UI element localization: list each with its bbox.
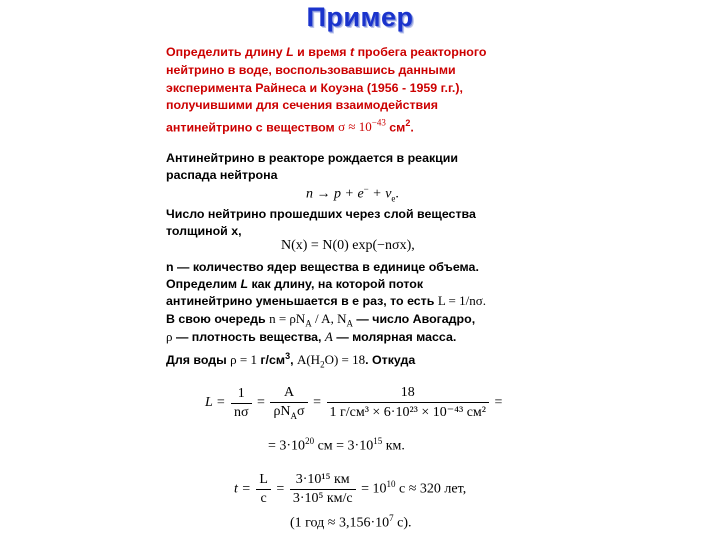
slide-title: Пример (306, 2, 414, 32)
problem-text: антинейтрино с веществом (166, 120, 339, 135)
problem-text: пробега реакторного (354, 45, 487, 59)
para1-line-1: Антинейтрино в реакторе рождается в реакции (166, 151, 459, 165)
para3-line-4: В свою очередь $n = \rho N_A / A$, $N_A$ — число Авогадро, (166, 311, 476, 329)
para2-line-1: Число нейтрино прошедших через слой вещества (166, 207, 476, 221)
para3-line-3: антинейтрино уменьшается в e раз, то есть L = 1/nσ. (166, 293, 486, 308)
var-t: t (349, 45, 355, 59)
para1-line-2: распада нейтрона (166, 168, 278, 182)
decay-equation: $n \to p + e^- + \nu_e$. (306, 184, 399, 204)
problem-text: Определить длину (166, 45, 287, 59)
para3-line-5: ρ — плотность вещества, A — молярная масса. (166, 329, 457, 344)
punct: . (410, 120, 414, 135)
mean-free-path-formula: L = 1/nσ. (437, 293, 486, 308)
rho-symbol: ρ (166, 329, 173, 344)
fraction: $\frac{18}{\text{1 г/см³ × 6·10²³ × 10⁻⁴³ см²}}$ (327, 385, 490, 421)
time-equation: t = $\frac{L}{c}$ = $\frac{\text{3·10¹⁵ км}}{\text{3·10⁵ км/с}}$ = $10^{10}$ с ≈ 320 лет, (234, 472, 467, 506)
problem-line-3: эксперимента Райнеса и Коуэна (1956 - 1959 г.г.), (166, 81, 463, 95)
fraction: $\frac{\text{3·10¹⁵ км}}{\text{3·10⁵ км/с}}$ (290, 472, 356, 507)
para3-line-2: Определим L как длину, на которой поток (166, 277, 424, 291)
fraction: $\frac{L}{c}$ (256, 472, 271, 507)
length-equation: L = $\frac{1}{n\sigma}$ = $\frac{A}{\rho N_A\sigma}$ = $\frac{18}{\text{1 г/см³ × 6·10²³ × 10⁻⁴³ см²}}$ = (205, 385, 503, 421)
problem-line-1 (166, 44, 486, 60)
water-molar-mass: $A(H_2O) = 18$ (296, 352, 366, 370)
length-result: = $3\cdot 10^{20}$ см = $3\cdot 10^{15}$ км. (268, 436, 405, 454)
para3-line-6: Для воды ρ = 1 $г/см^3$, $A(H_2O) = 18$. Откуда (166, 351, 416, 370)
unit: см (385, 120, 406, 135)
cross-section-formula: $\sigma \approx 10^{-43}$ (338, 118, 386, 135)
year-note: (1 год ≈ $3,156\cdot 10^7$ с). (290, 513, 412, 531)
fraction: $\frac{1}{n\sigma}$ (231, 386, 252, 421)
density-formula: $n = \rho N_A / A$, $N_A$ (269, 311, 353, 329)
unit-exp: 2 (405, 118, 411, 129)
problem-line-5 (166, 115, 414, 135)
para3-line-1: n — количество ядер вещества в единице объема. (166, 260, 479, 274)
var-L: L (286, 45, 294, 59)
fraction: $\frac{A}{\rho N_A\sigma}$ (270, 385, 307, 421)
water-density: ρ = 1 (230, 352, 257, 368)
problem-line-2: нейтрино в воде, воспользовавшись данными (166, 63, 456, 77)
problem-text: и время (293, 45, 350, 59)
attenuation-equation: N(x) = N(0) exp(−nσx), (281, 238, 415, 253)
para2-line-2: толщиной x, (166, 224, 242, 238)
problem-line-4: получившими для сечения взаимодействия (166, 98, 439, 112)
